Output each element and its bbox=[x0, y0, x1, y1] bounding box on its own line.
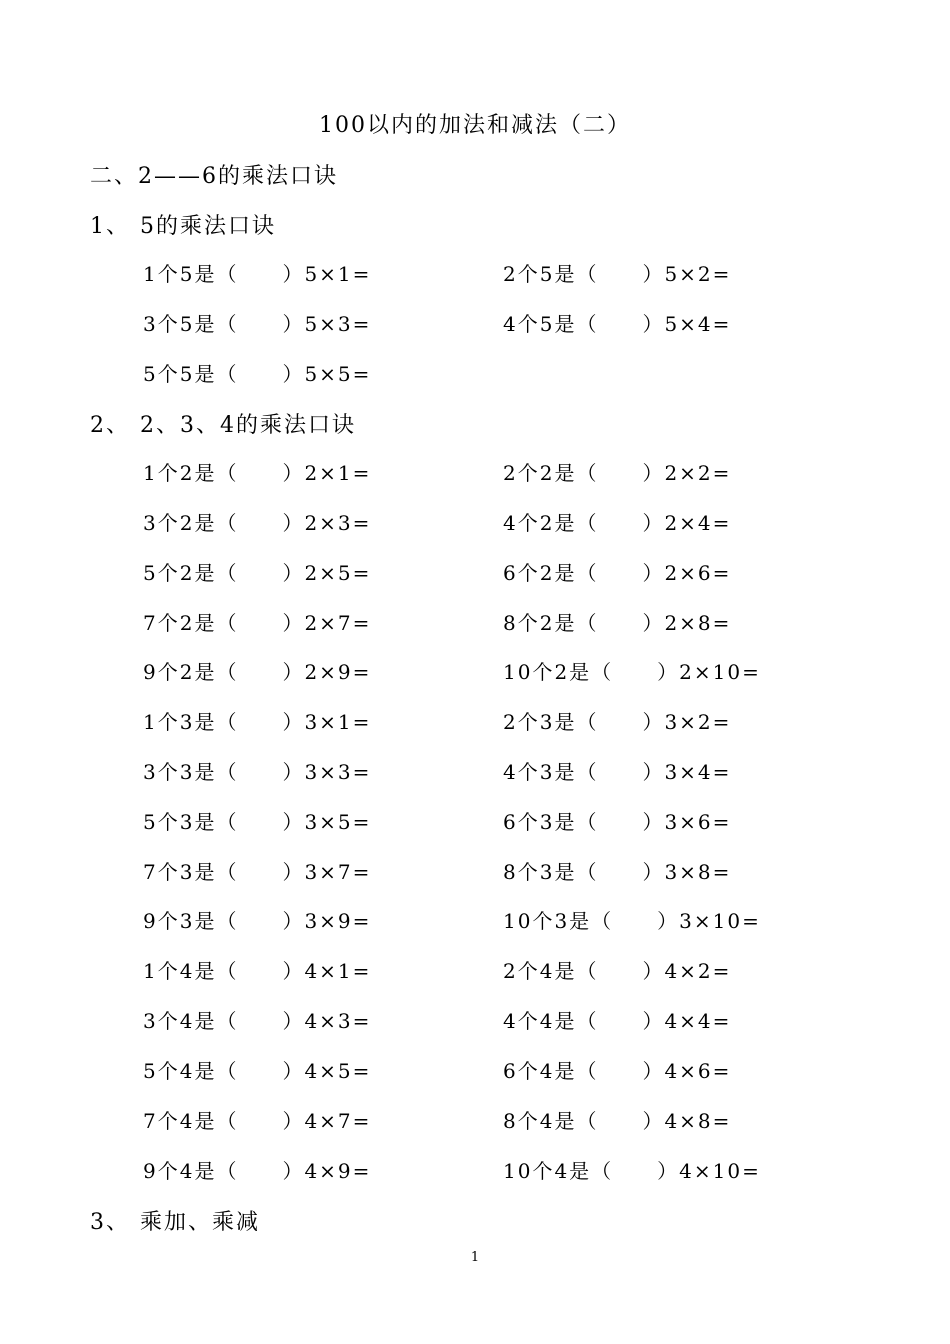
part-label: 5的乘法口诀 bbox=[140, 214, 276, 239]
exercise-item: 2个2是（ ）2×2= bbox=[503, 461, 732, 485]
exercise-row bbox=[0, 756, 950, 786]
exercise-item: 3个2是（ ）2×3= bbox=[143, 511, 372, 535]
exercise-item: 10个2是（ ）2×10= bbox=[503, 660, 761, 684]
exercise-row bbox=[0, 955, 950, 985]
exercise-item: 8个4是（ ）4×8= bbox=[503, 1109, 732, 1133]
exercise-row bbox=[0, 457, 950, 487]
exercise-row bbox=[0, 258, 950, 288]
exercise-row bbox=[0, 607, 950, 637]
exercise-item: 7个3是（ ）3×7= bbox=[143, 860, 372, 884]
exercise-item: 9个2是（ ）2×9= bbox=[143, 660, 372, 684]
exercise-item: 9个3是（ ）3×9= bbox=[143, 909, 372, 933]
exercise-item: 1个2是（ ）2×1= bbox=[143, 461, 372, 485]
exercise-row bbox=[0, 706, 950, 736]
section-heading: 二、2——6的乘法口诀 bbox=[90, 164, 338, 189]
exercise-item: 3个4是（ ）4×3= bbox=[143, 1009, 372, 1033]
exercise-item: 5个3是（ ）3×5= bbox=[143, 810, 372, 834]
part-heading-1 bbox=[90, 209, 276, 240]
exercise-row bbox=[0, 507, 950, 537]
exercise-item: 6个4是（ ）4×6= bbox=[503, 1059, 732, 1083]
part-number: 3、 bbox=[90, 1210, 130, 1235]
part-heading-3 bbox=[90, 1205, 260, 1236]
exercise-item: 2个3是（ ）3×2= bbox=[503, 710, 732, 734]
exercise-item: 5个5是（ ）5×5= bbox=[143, 362, 372, 386]
exercise-row bbox=[0, 905, 950, 935]
exercise-item: 5个2是（ ）2×5= bbox=[143, 561, 372, 585]
exercise-item: 8个3是（ ）3×8= bbox=[503, 860, 732, 884]
exercise-item: 3个3是（ ）3×3= bbox=[143, 760, 372, 784]
part-label: 乘加、乘减 bbox=[140, 1210, 261, 1235]
exercise-row bbox=[0, 1105, 950, 1135]
exercise-item: 4个3是（ ）3×4= bbox=[503, 760, 732, 784]
exercise-item: 5个4是（ ）4×5= bbox=[143, 1059, 372, 1083]
exercise-item: 2个4是（ ）4×2= bbox=[503, 959, 732, 983]
exercise-item: 4个2是（ ）2×4= bbox=[503, 511, 732, 535]
exercise-item: 6个2是（ ）2×6= bbox=[503, 561, 732, 585]
part-number: 1、 bbox=[90, 214, 130, 239]
exercise-item: 9个4是（ ）4×9= bbox=[143, 1159, 372, 1183]
exercise-item: 10个3是（ ）3×10= bbox=[503, 909, 761, 933]
exercise-item: 1个5是（ ）5×1= bbox=[143, 262, 372, 286]
page-number: 1 bbox=[470, 1250, 480, 1265]
exercise-row bbox=[0, 557, 950, 587]
exercise-item: 8个2是（ ）2×8= bbox=[503, 611, 732, 635]
exercise-row bbox=[0, 856, 950, 886]
exercise-item: 1个4是（ ）4×1= bbox=[143, 959, 372, 983]
exercise-item: 7个2是（ ）2×7= bbox=[143, 611, 372, 635]
part-heading-2 bbox=[90, 408, 356, 439]
exercise-row bbox=[0, 1055, 950, 1085]
exercise-item: 6个3是（ ）3×6= bbox=[503, 810, 732, 834]
exercise-row bbox=[0, 308, 950, 338]
exercise-item: 1个3是（ ）3×1= bbox=[143, 710, 372, 734]
exercise-item: 3个5是（ ）5×3= bbox=[143, 312, 372, 336]
exercise-item: 7个4是（ ）4×7= bbox=[143, 1109, 372, 1133]
part-number: 2、 bbox=[90, 413, 130, 438]
exercise-row bbox=[0, 1005, 950, 1035]
exercise-item: 4个4是（ ）4×4= bbox=[503, 1009, 732, 1033]
exercise-item: 10个4是（ ）4×10= bbox=[503, 1159, 761, 1183]
exercise-row bbox=[0, 656, 950, 686]
exercise-item: 4个5是（ ）5×4= bbox=[503, 312, 732, 336]
exercise-item: 2个5是（ ）5×2= bbox=[503, 262, 732, 286]
exercise-row bbox=[0, 806, 950, 836]
exercise-row bbox=[0, 1155, 950, 1185]
page-title: 100以内的加法和减法（二） bbox=[319, 113, 631, 138]
exercise-row bbox=[0, 358, 950, 388]
part-label: 2、3、4的乘法口诀 bbox=[140, 413, 356, 438]
